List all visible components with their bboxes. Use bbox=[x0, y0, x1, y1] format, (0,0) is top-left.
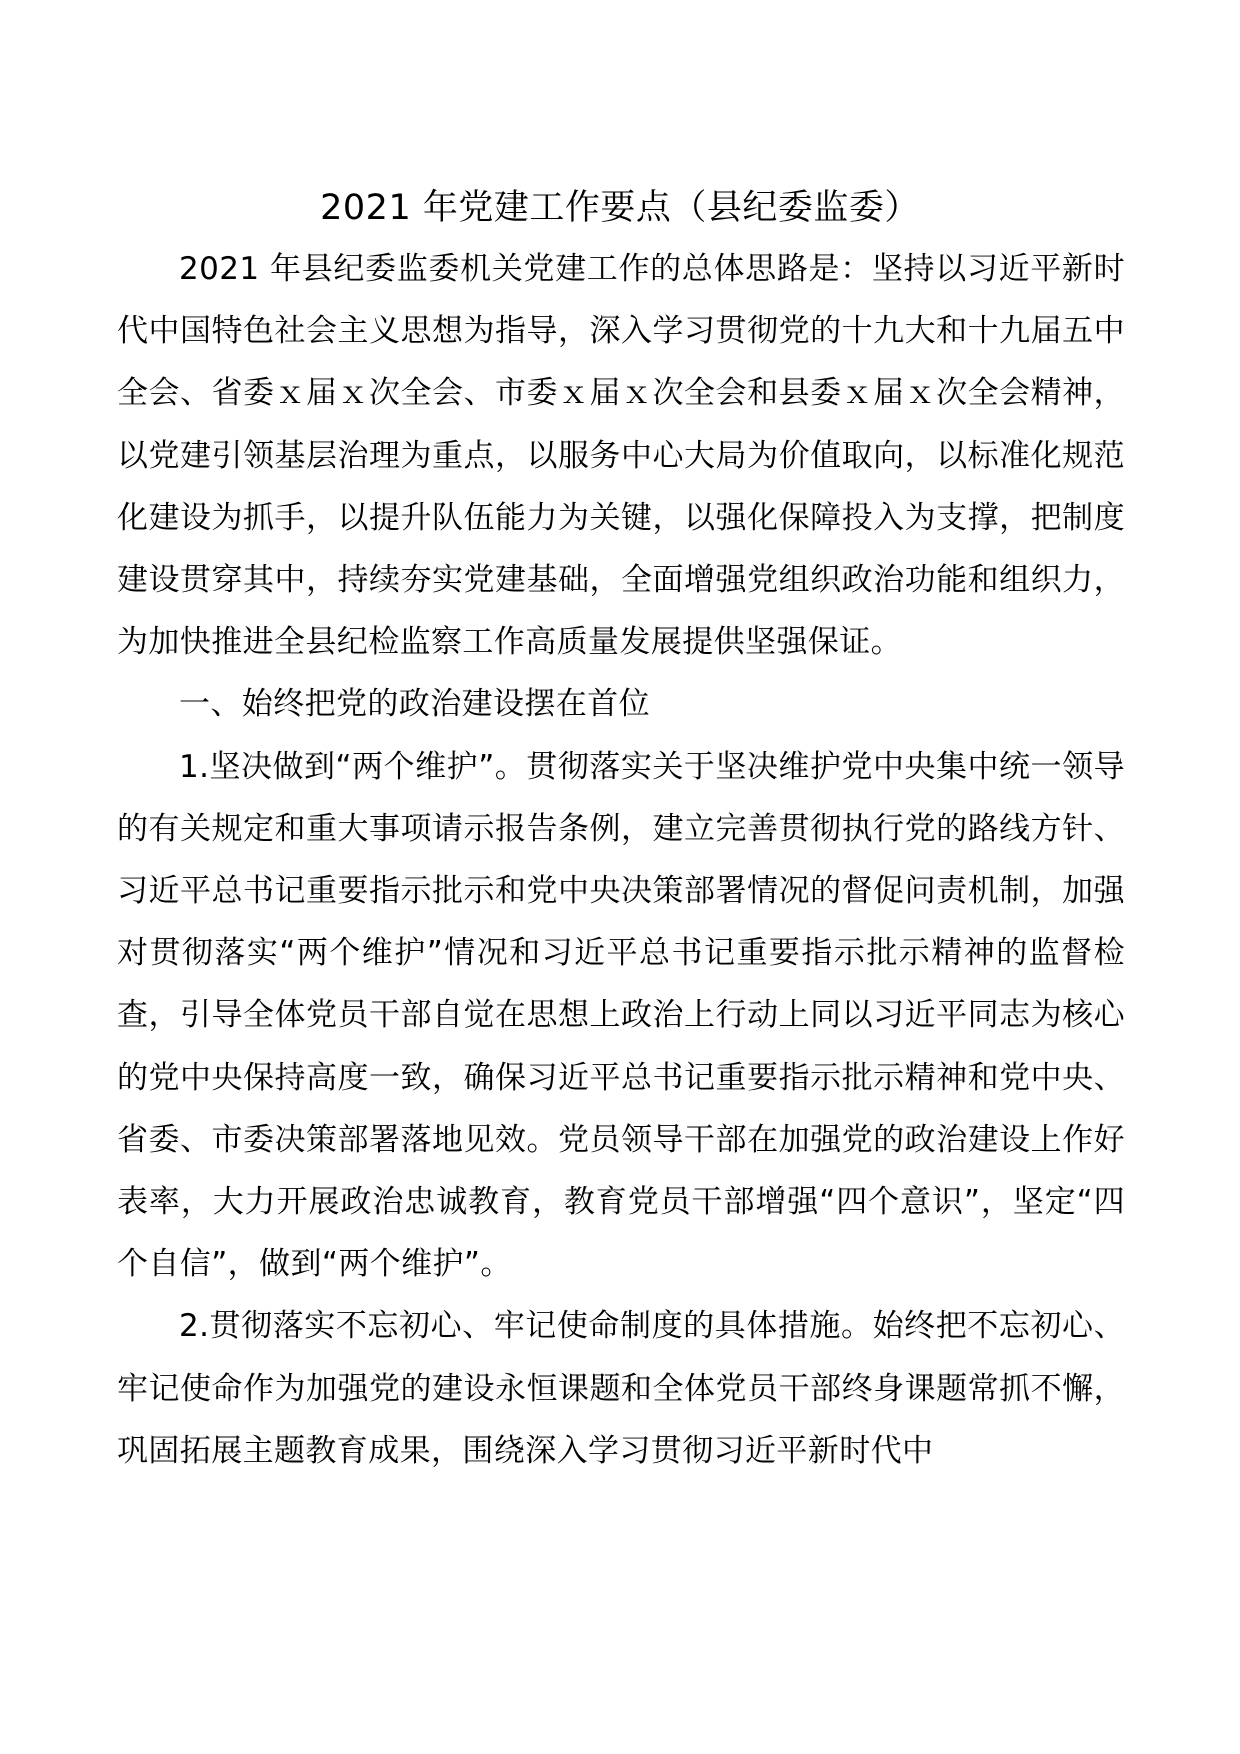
intro-paragraph: 2021 年县纪委监委机关党建工作的总体思路是：坚持以习近平新时代中国特色社会主义思想为指导，深入学习贯彻党的十九大和十九届五中全会、省委ｘ届ｘ次全会、市委ｘ届ｘ次全会和县委ｘ届ｘ次全会精神，以党建引领基层治理为重点，以服务中心大局为价值取向，以标准化规范化建设为抓手，以提升队伍能力为关键，以强化保障投入为支撑，把制度建设贯穿其中，持续夯实党建基础，全面增强党组织政治功能和组织力，为加快推进全县纪检监察工作高质量发展提供坚强保证。 bbox=[117, 251, 1125, 661]
section-heading-1: 一、始终把党的政治建设摆在首位 bbox=[179, 686, 650, 723]
document-title: 2021 年党建工作要点（县纪委监委） bbox=[320, 188, 920, 228]
item-1-paragraph: 1.坚决做到“两个维护”。贯彻落实关于坚决维护党中央集中统一领导的有关规定和重大事项请示报告条例，建立完善贯彻执行党的路线方针、习近平总书记重要指示批示和党中央决策部署情况的督促问责机制，加强对贯彻落实“两个维护”情况和习近平总书记重要指示批示精神的监督检查，引导全体党员干部自觉在思想上政治上行动上同以习近平同志为核心的党中央保持高度一致，确保习近平总书记重要指示批示精神和党中央、省委、市委决策部署落地见效。党员领导干部在加强党的政治建设上作好表率，大力开展政治忠诚教育，教育党员干部增强“四个意识”，坚定“四个自信”，做到“两个维护”。 bbox=[117, 748, 1125, 1283]
item-2-paragraph: 2.贯彻落实不忘初心、牢记使命制度的具体措施。始终把不忘初心、牢记使命作为加强党的建设永恒课题和全体党员干部终身课题常抓不懈，巩固拓展主题教育成果，围绕深入学习贯彻习近平新时代中 bbox=[117, 1308, 1125, 1469]
document-body bbox=[117, 238, 1125, 1482]
